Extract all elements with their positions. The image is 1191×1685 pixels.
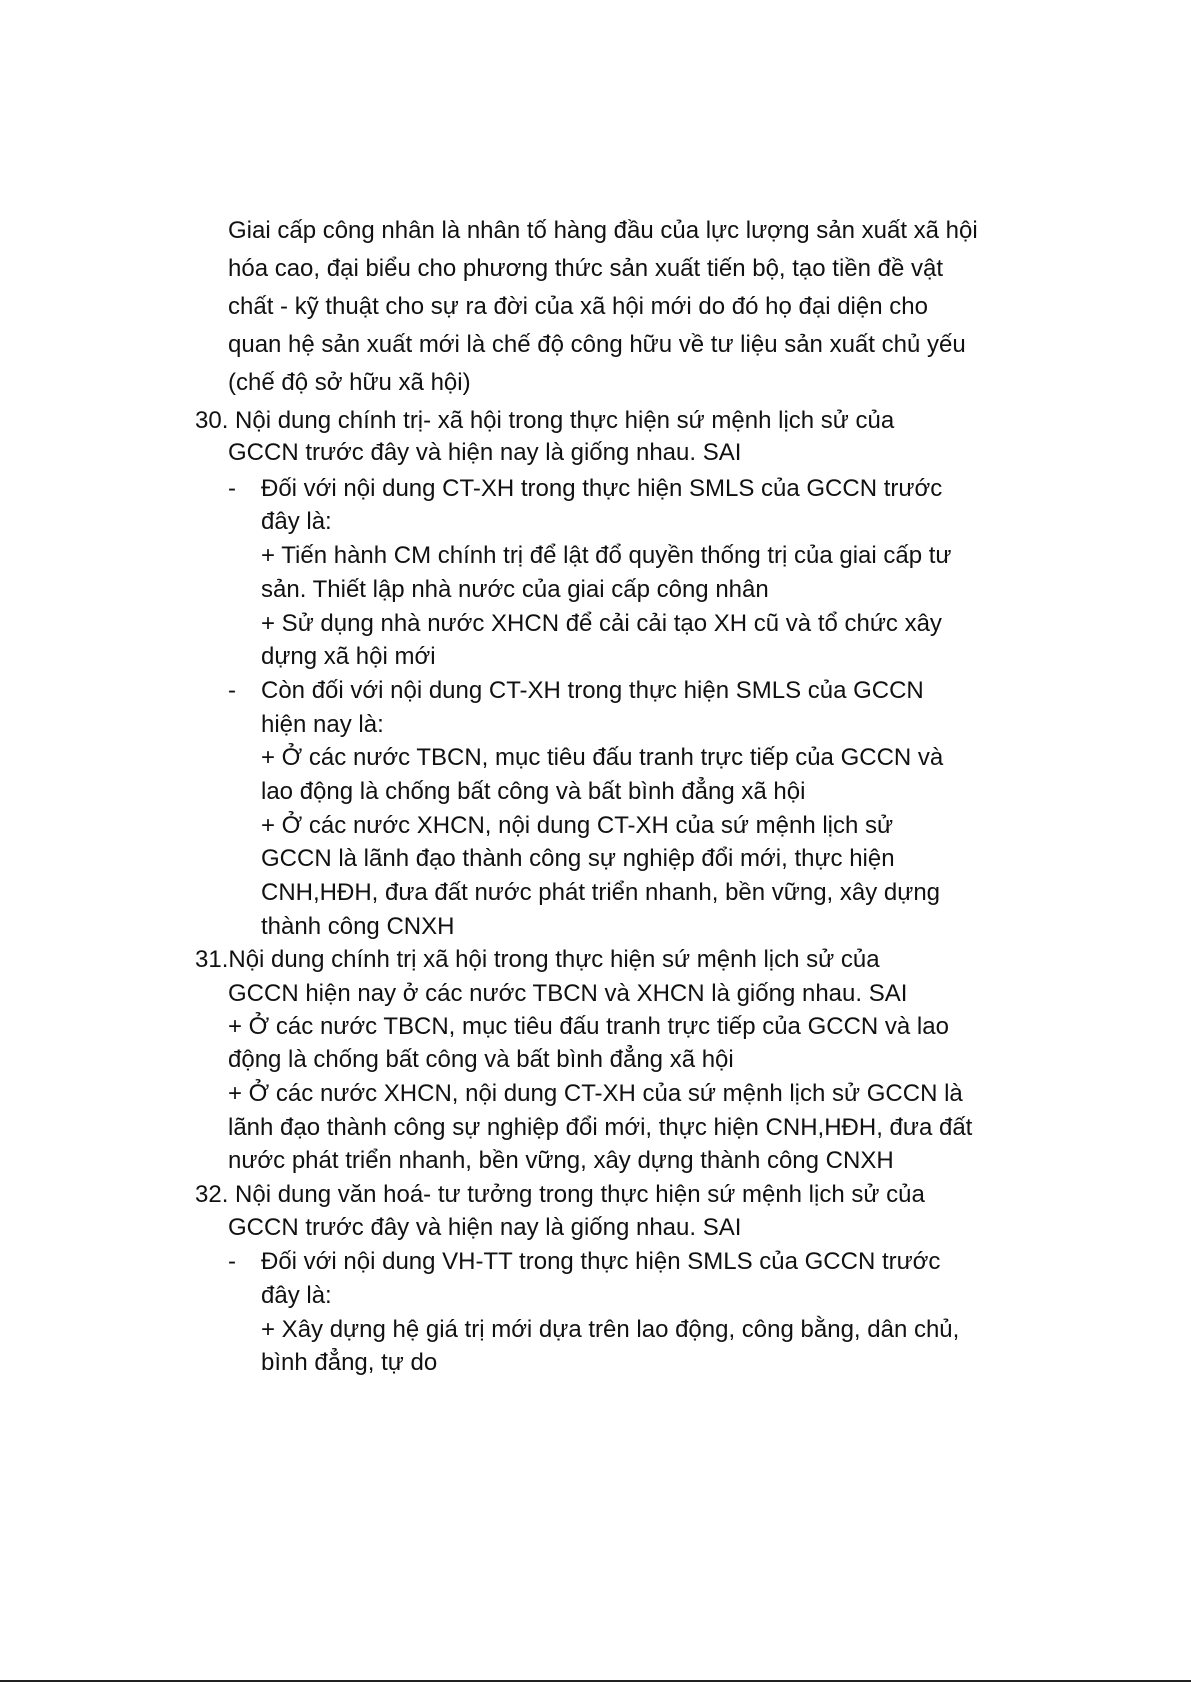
q32-line-2: đây là: xyxy=(261,1282,332,1309)
q30-line-1: Đối với nội dung CT-XH trong thực hiện SMLS của GCCN trước xyxy=(261,475,943,502)
q30-line-13: CNH,HĐH, đưa đất nước phát triển nhanh, bền vững, xây dựng xyxy=(261,879,941,906)
q32-title-line-2: GCCN trước đây và hiện nay là giống nhau. SAI xyxy=(228,1214,742,1241)
q30-line-12: GCCN là lãnh đạo thành công sự nghiệp đổi mới, thực hiện xyxy=(261,845,895,872)
q30-bullet-dash-1: - xyxy=(228,475,236,502)
q30-title-line-1: 30. Nội dung chính trị- xã hội trong thực hiện sứ mệnh lịch sử của xyxy=(195,407,895,434)
q32-title-line-1: 32. Nội dung văn hoá- tư tưởng trong thực hiện sứ mệnh lịch sử của xyxy=(195,1181,925,1208)
intro-line-1: Giai cấp công nhân là nhân tố hàng đầu của lực lượng sản xuất xã hội xyxy=(228,217,978,244)
q30-line-3: + Tiến hành CM chính trị để lật đổ quyền thống trị của giai cấp tư xyxy=(261,542,952,569)
q30-line-8: hiện nay là: xyxy=(261,711,384,738)
q32-line-1: Đối với nội dung VH-TT trong thực hiện SMLS của GCCN trước xyxy=(261,1248,941,1275)
q32-line-3: + Xây dựng hệ giá trị mới dựa trên lao động, công bằng, dân chủ, xyxy=(261,1316,960,1343)
page-bottom-rule xyxy=(0,1680,1191,1682)
q31-line-4: lãnh đạo thành công sự nghiệp đổi mới, thực hiện CNH,HĐH, đưa đất xyxy=(228,1114,973,1141)
q30-line-5: + Sử dụng nhà nước XHCN để cải cải tạo XH cũ và tổ chức xây xyxy=(261,610,942,637)
q31-title-line-2: GCCN hiện nay ở các nước TBCN và XHCN là giống nhau. SAI xyxy=(228,980,908,1007)
q31-line-1: + Ở các nước TBCN, mục tiêu đấu tranh trực tiếp của GCCN và lao xyxy=(228,1013,949,1040)
q30-bullet-dash-2: - xyxy=(228,677,236,704)
q31-line-5: nước phát triển nhanh, bền vững, xây dựng thành công CNXH xyxy=(228,1147,894,1174)
intro-line-2: hóa cao, đại biểu cho phương thức sản xuất tiến bộ, tạo tiền đề vật xyxy=(228,255,944,282)
q30-line-2: đây là: xyxy=(261,508,332,535)
q31-line-2: động là chống bất công và bất bình đẳng xã hội xyxy=(228,1046,734,1073)
q30-line-6: dựng xã hội mới xyxy=(261,643,436,670)
intro-line-3: chất - kỹ thuật cho sự ra đời của xã hội mới do đó họ đại diện cho xyxy=(228,293,928,320)
q30-line-14: thành công CNXH xyxy=(261,913,455,940)
q30-title-line-2: GCCN trước đây và hiện nay là giống nhau. SAI xyxy=(228,439,742,466)
q30-line-4: sản. Thiết lập nhà nước của giai cấp công nhân xyxy=(261,576,769,603)
q32-line-4: bình đẳng, tự do xyxy=(261,1349,438,1376)
intro-line-5: (chế độ sở hữu xã hội) xyxy=(228,369,471,396)
q31-line-3: + Ở các nước XHCN, nội dung CT-XH của sứ mệnh lịch sử GCCN là xyxy=(228,1080,963,1107)
q30-line-7: Còn đối với nội dung CT-XH trong thực hiện SMLS của GCCN xyxy=(261,677,924,704)
intro-line-4: quan hệ sản xuất mới là chế độ công hữu về tư liệu sản xuất chủ yếu xyxy=(228,331,966,358)
q30-line-10: lao động là chống bất công và bất bình đẳng xã hội xyxy=(261,778,806,805)
q30-line-9: + Ở các nước TBCN, mục tiêu đấu tranh trực tiếp của GCCN và xyxy=(261,744,944,771)
q30-line-11: + Ở các nước XHCN, nội dung CT-XH của sứ mệnh lịch sử xyxy=(261,812,894,839)
q31-title-line-1: 31.Nội dung chính trị xã hội trong thực hiện sứ mệnh lịch sử của xyxy=(195,946,880,973)
q32-bullet-dash-1: - xyxy=(228,1248,236,1275)
